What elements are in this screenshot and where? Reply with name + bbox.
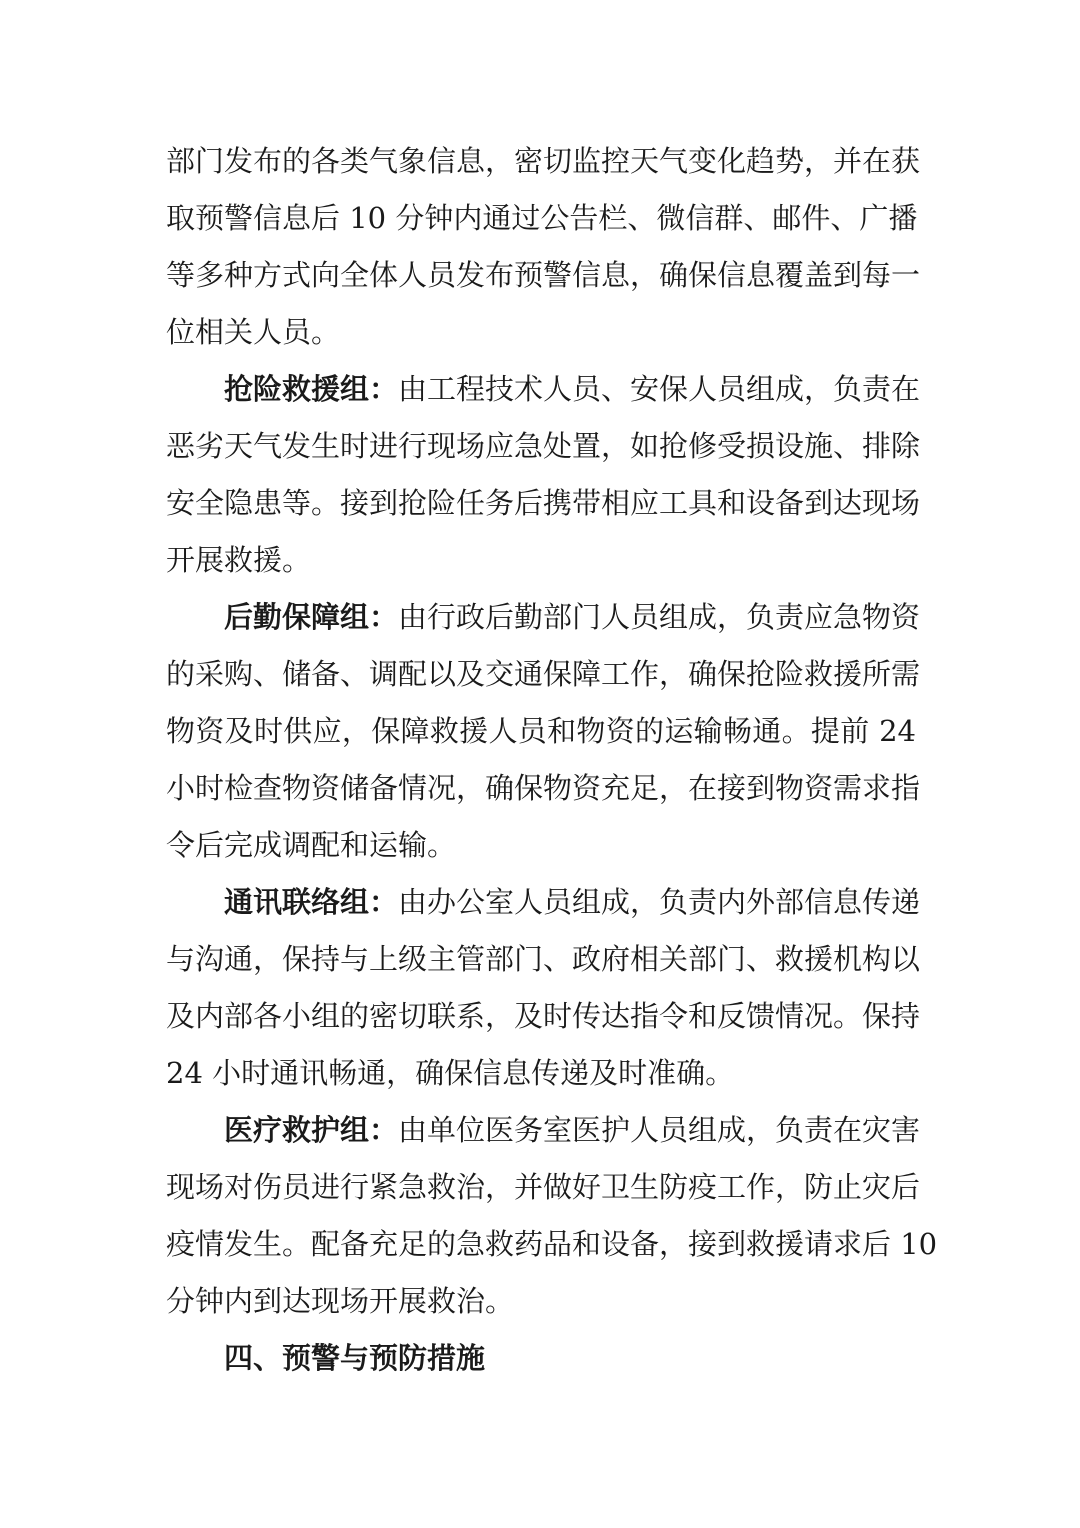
paragraph-2-line-1 [224, 360, 921, 418]
paragraph-5-line-1-text: 由单位医务室医护人员组成，负责在灾害 [398, 1113, 921, 1147]
paragraph-4-line-4: 24 小时通讯畅通，确保信息传递及时准确。 [166, 1056, 735, 1090]
paragraph-1-line-4: 位相关人员。 [166, 315, 341, 349]
paragraph-4-line-1-text: 由办公室人员组成，负责内外部信息传递 [398, 885, 921, 919]
paragraph-3-line-1 [224, 588, 921, 646]
section-heading: 四、预警与预防措施 [224, 1341, 486, 1375]
paragraph-5-line-1 [224, 1101, 921, 1159]
paragraph-3-lead: 后勤保障组： [224, 600, 399, 634]
paragraph-4-lead: 通讯联络组： [224, 885, 399, 919]
paragraph-3-line-4: 小时检查物资储备情况，确保物资充足，在接到物资需求指 [166, 771, 921, 805]
paragraph-4-line-3: 及内部各小组的密切联系，及时传达指令和反馈情况。保持 [166, 999, 921, 1033]
paragraph-2-lead: 抢险救援组： [224, 372, 399, 406]
paragraph-1-line-2: 取预警信息后 10 分钟内通过公告栏、微信群、邮件、广播 [166, 201, 918, 235]
paragraph-4-line-1 [224, 873, 921, 931]
paragraph-5-lead: 医疗救护组： [224, 1113, 399, 1147]
paragraph-5-line-4: 分钟内到达现场开展救治。 [166, 1284, 515, 1318]
paragraph-3-line-3: 物资及时供应，保障救援人员和物资的运输畅通。提前 24 [166, 714, 916, 748]
paragraph-4-line-2: 与沟通，保持与上级主管部门、政府相关部门、救援机构以 [166, 942, 921, 976]
paragraph-2-line-3: 安全隐患等。接到抢险任务后携带相应工具和设备到达现场 [166, 486, 921, 520]
paragraph-2-line-4: 开展救援。 [166, 543, 312, 577]
paragraph-3-line-2: 的采购、储备、调配以及交通保障工作，确保抢险救援所需 [166, 657, 921, 691]
paragraph-3-line-5: 令后完成调配和运输。 [166, 828, 457, 862]
paragraph-2-line-1-text: 由工程技术人员、安保人员组成，负责在 [398, 372, 921, 406]
paragraph-1-line-1: 部门发布的各类气象信息，密切监控天气变化趋势，并在获 [166, 144, 921, 178]
paragraph-2-line-2: 恶劣天气发生时进行现场应急处置，如抢修受损设施、排除 [166, 429, 921, 463]
paragraph-5-line-3: 疫情发生。配备充足的急救药品和设备，接到救援请求后 10 [166, 1227, 938, 1261]
paragraph-3-line-1-text: 由行政后勤部门人员组成，负责应急物资 [398, 600, 921, 634]
paragraph-5-line-2: 现场对伤员进行紧急救治，并做好卫生防疫工作，防止灾后 [166, 1170, 921, 1204]
paragraph-1-line-3: 等多种方式向全体人员发布预警信息，确保信息覆盖到每一 [166, 258, 921, 292]
